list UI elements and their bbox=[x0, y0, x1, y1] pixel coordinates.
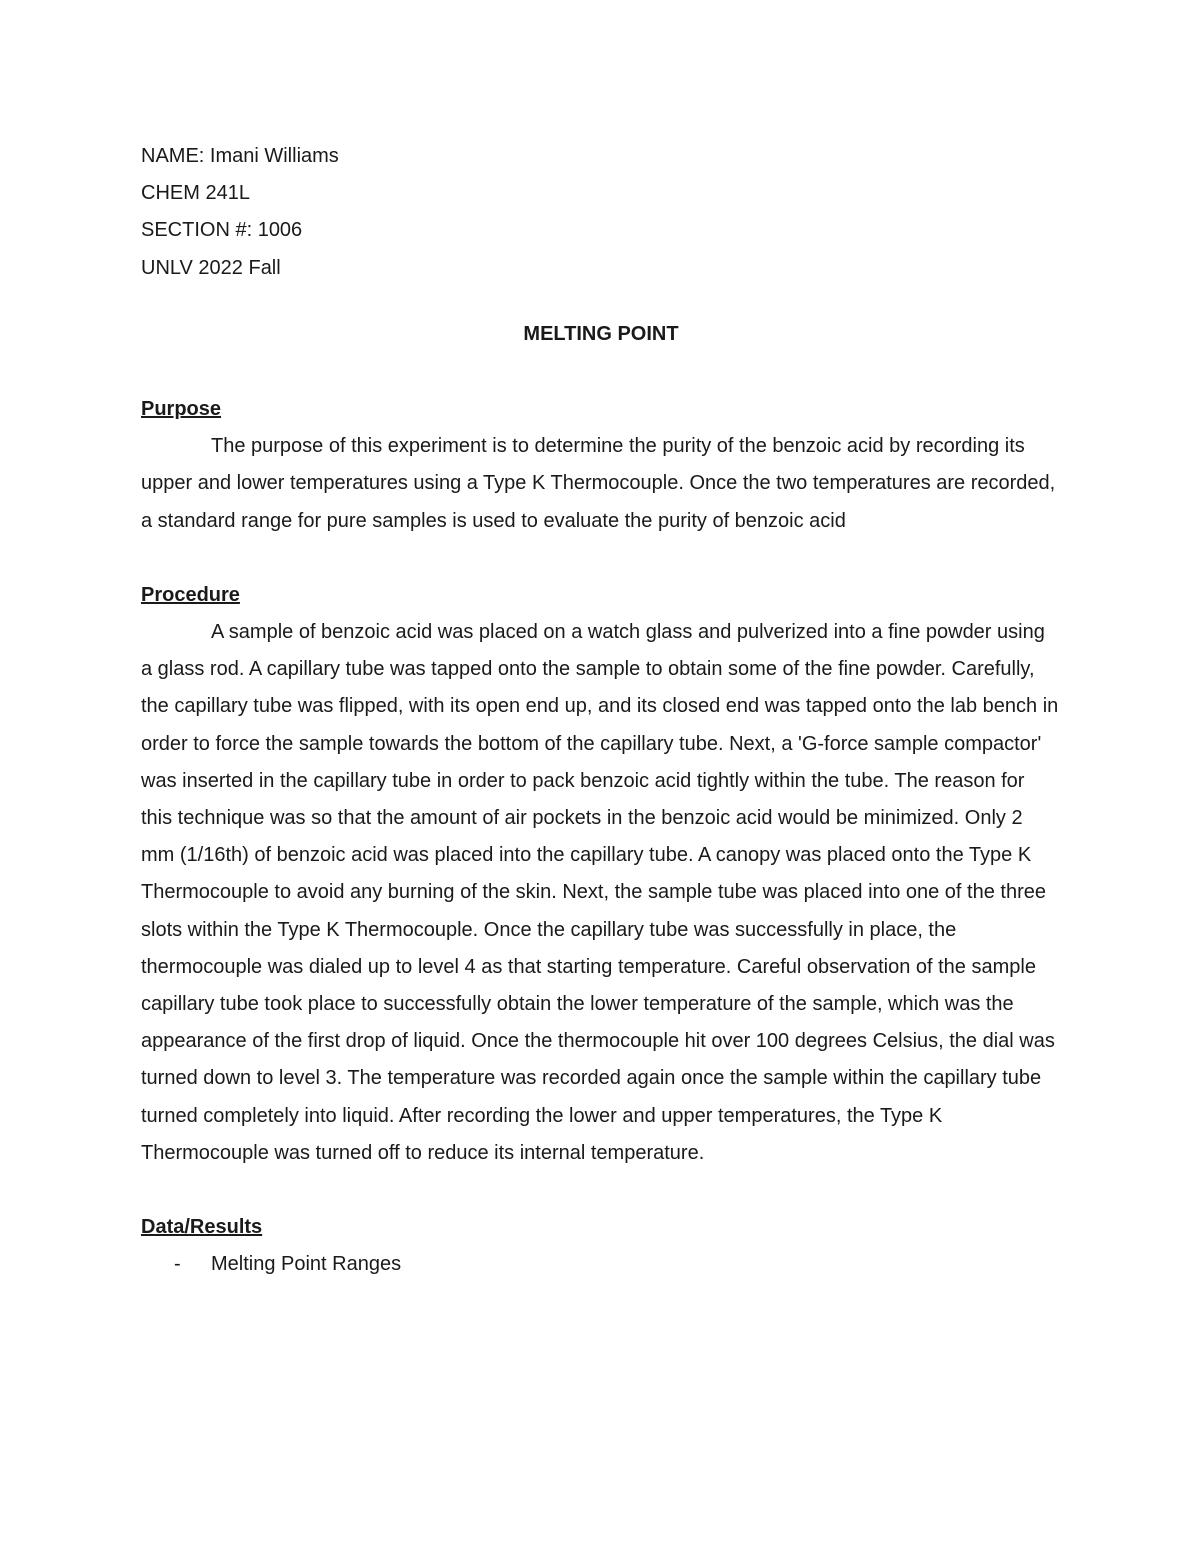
document-title: MELTING POINT bbox=[523, 322, 679, 345]
term: UNLV 2022 Fall bbox=[141, 256, 281, 279]
bullet-dash: - bbox=[174, 1253, 181, 1276]
procedure-heading: Procedure bbox=[141, 583, 240, 606]
purpose-paragraph: The purpose of this experiment is to determine the purity of the benzoic acid by recording its upper and lower temperatures using a Type K Thermocouple. Once the two temperatures are recorded, a standard range for pure samples is used to evaluate the purity of benzoic acid bbox=[141, 435, 1056, 532]
purpose-heading: Purpose bbox=[141, 398, 222, 421]
document-page bbox=[141, 138, 1061, 1283]
section-number: SECTION #: 1006 bbox=[141, 219, 303, 242]
list-item-text: Melting Point Ranges bbox=[211, 1253, 402, 1276]
data-results-heading: Data/Results bbox=[141, 1216, 263, 1239]
list-item bbox=[141, 1246, 1061, 1283]
procedure-paragraph: A sample of benzoic acid was placed on a watch glass and pulverized into a fine powder using a glass rod. A capillary tube was tapped onto the sample to obtain some of the fine powder. Carefully, the capillary tube was flipped, with its open end up, and its closed end was tapped onto the lab bench in order to force the sample towards the bottom of the capillary tube. Next, a 'G-force sample compactor' was inserted in the capillary tube in order to pack benzoic acid tightly within the tube. The reason for this technique was so that the amount of air pockets in the benzoic acid would be minimized. Only 2 mm (1/16th) of benzoic acid was placed into the capillary tube. A canopy was placed onto the Type K Thermocouple to avoid any burning of the skin. Next, the sample tube was placed into one of the three slots within the Type K Thermocouple. Once the capillary tube was successfully in place, the thermocouple was dialed up to level 4 as that starting temperature. Careful observation of the sample capillary tube took place to successfully obtain the lower temperature of the sample, which was the appearance of the first drop of liquid. Once the thermocouple hit over 100 degrees Celsius, the dial was turned down to level 3. The temperature was recorded again once the sample within the capillary tube turned completely into liquid. After recording the lower and upper temperatures, the Type K Thermocouple was turned off to reduce its internal temperature. bbox=[141, 621, 1059, 1164]
student-name: NAME: Imani Williams bbox=[141, 145, 339, 167]
course-code: CHEM 241L bbox=[141, 182, 250, 205]
